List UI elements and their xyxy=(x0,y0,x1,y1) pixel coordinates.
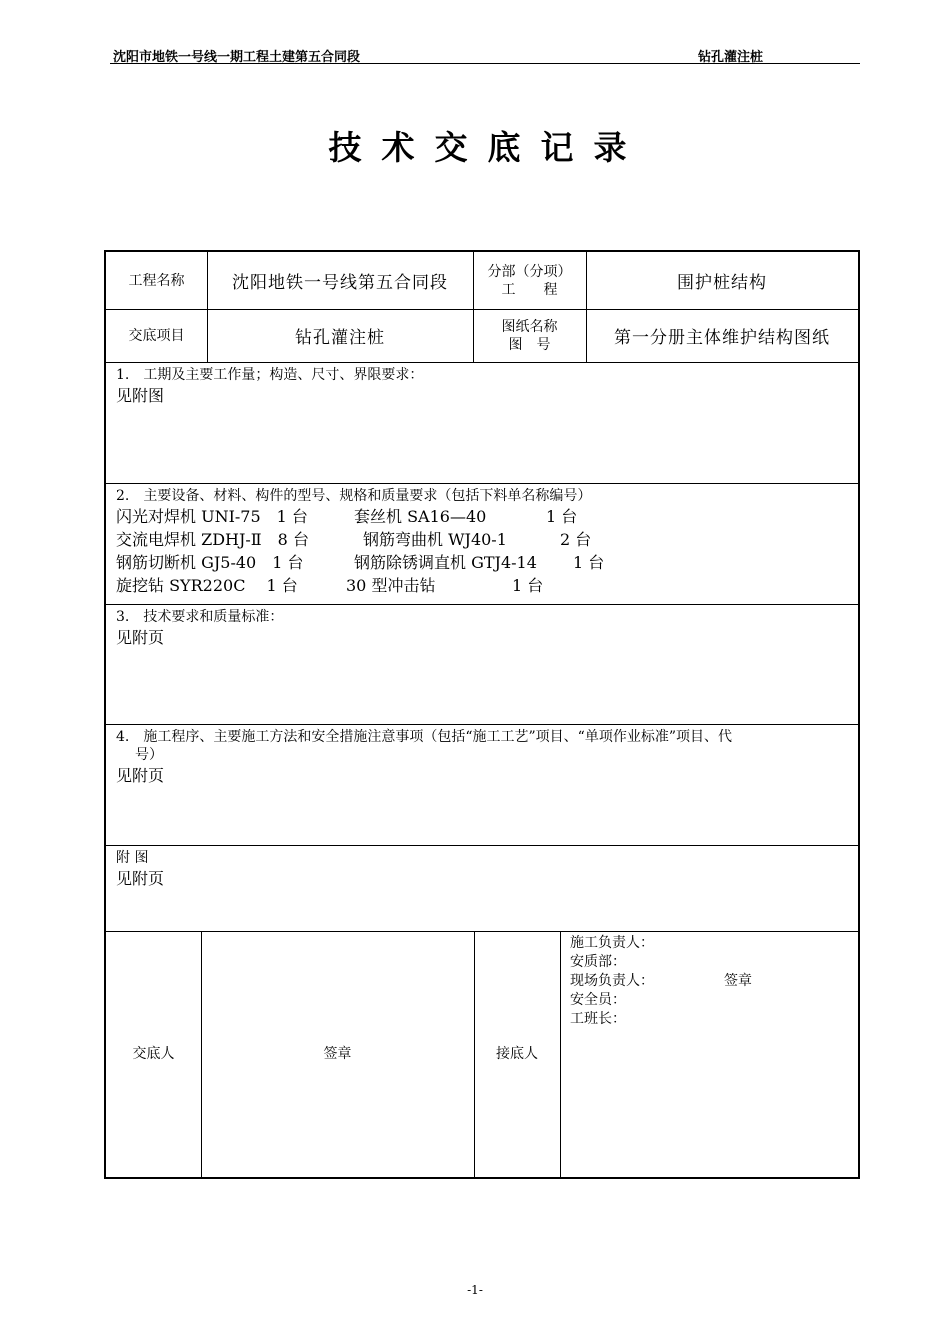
equipment-item: 套丝机 SA16—40 xyxy=(354,507,487,526)
document-title: 技术交底记录 xyxy=(328,128,647,167)
item-label: 交底项目 xyxy=(128,327,185,344)
sub-project-label xyxy=(473,252,586,309)
row-divider xyxy=(106,845,858,846)
section-attachments xyxy=(116,849,852,890)
equipment-quantity: 1 台 xyxy=(546,507,578,526)
sub-project-value: 围护桩结构 xyxy=(677,273,767,293)
header-project-name: 沈阳市地铁一号线一期工程土建第五合同段 xyxy=(113,50,361,65)
drawing-label xyxy=(473,309,586,362)
item-value: 钻孔灌注桩 xyxy=(295,328,385,348)
equipment-row xyxy=(116,505,852,528)
header-divider xyxy=(110,63,860,64)
equipment-item: 旋挖钻 SYR220C 1 台 xyxy=(116,576,298,595)
section-procedures-body: 见附页 xyxy=(116,766,165,785)
giver-label: 交底人 xyxy=(132,1046,175,1062)
column-divider xyxy=(560,931,561,1177)
section-quality-standards xyxy=(116,608,852,649)
row-divider xyxy=(106,604,858,605)
section-schedule-title: 1. 工期及主要工作量；构造、尺寸、界限要求： xyxy=(116,367,424,383)
section-schedule xyxy=(116,366,852,407)
receiver-seal: 签章 xyxy=(724,973,752,989)
project-name-label: 工程名称 xyxy=(128,272,185,289)
section-schedule-body: 见附图 xyxy=(116,386,165,405)
drawing-label-line-2: 图 号 xyxy=(508,336,551,353)
section-equipment-title: 2. 主要设备、材料、构件的型号、规格和质量要求（包括下料单名称编号） xyxy=(116,488,592,504)
equipment-row xyxy=(116,528,852,551)
equipment-row xyxy=(116,574,852,597)
equipment-row xyxy=(116,551,852,574)
sub-project-label-line-1: 分部（分项） xyxy=(487,263,572,280)
equipment-item: 钢筋切断机 GJ5-40 1 台 xyxy=(116,553,304,572)
quality-dept-field: 安质部： xyxy=(570,954,626,970)
equipment-item: 30 型冲击钻 xyxy=(346,576,436,595)
team-leader-field: 工班长： xyxy=(570,1011,626,1027)
sub-project-label-line-2: 工 程 xyxy=(501,281,558,298)
section-attachments-title: 附 图 xyxy=(116,850,149,866)
page-number: -1- xyxy=(467,1283,483,1297)
drawing-label-line-1: 图纸名称 xyxy=(501,318,558,335)
project-name-value: 沈阳地铁一号线第五合同段 xyxy=(232,273,448,293)
giver-seal-field: 签章 xyxy=(323,1046,352,1062)
site-head-field: 现场负责人： xyxy=(570,973,654,989)
section-attachments-body: 见附页 xyxy=(116,869,165,888)
equipment-quantity: 1 台 xyxy=(512,576,544,595)
disclosure-form-table xyxy=(104,250,860,1179)
section-procedures-title-cont: 号） xyxy=(135,747,163,763)
drawing-value: 第一分册主体维护结构图纸 xyxy=(614,328,830,348)
site-head-row xyxy=(570,972,752,991)
row-divider xyxy=(106,483,858,484)
section-quality-title: 3. 技术要求和质量标准： xyxy=(116,609,284,625)
equipment-item: 交流电焊机 ZDHJ-Ⅱ 8 台 xyxy=(116,530,309,549)
equipment-quantity: 1 台 xyxy=(573,553,605,572)
equipment-quantity: 2 台 xyxy=(560,530,592,549)
equipment-item: 钢筋弯曲机 WJ40-1 xyxy=(363,530,507,549)
section-procedures-title: 4. 施工程序、主要施工方法和安全措施注意事项（包括“施工工艺”项目、“单项作业标准”项目、代 xyxy=(116,729,732,745)
equipment-item: 钢筋除锈调直机 GTJ4-14 xyxy=(354,553,537,572)
section-equipment xyxy=(116,487,852,597)
row-divider xyxy=(106,724,858,725)
receiver-signature-list xyxy=(570,934,752,1029)
section-procedures xyxy=(116,728,852,787)
receiver-label: 接底人 xyxy=(496,1046,538,1062)
safety-officer-field: 安全员： xyxy=(570,992,626,1008)
header-section-name: 钻孔灌注桩 xyxy=(698,50,764,65)
construction-head-field: 施工负责人： xyxy=(570,935,654,951)
section-quality-body: 见附页 xyxy=(116,628,165,647)
equipment-item: 闪光对焊机 UNI-75 1 台 xyxy=(116,507,308,526)
row-divider xyxy=(106,362,858,363)
